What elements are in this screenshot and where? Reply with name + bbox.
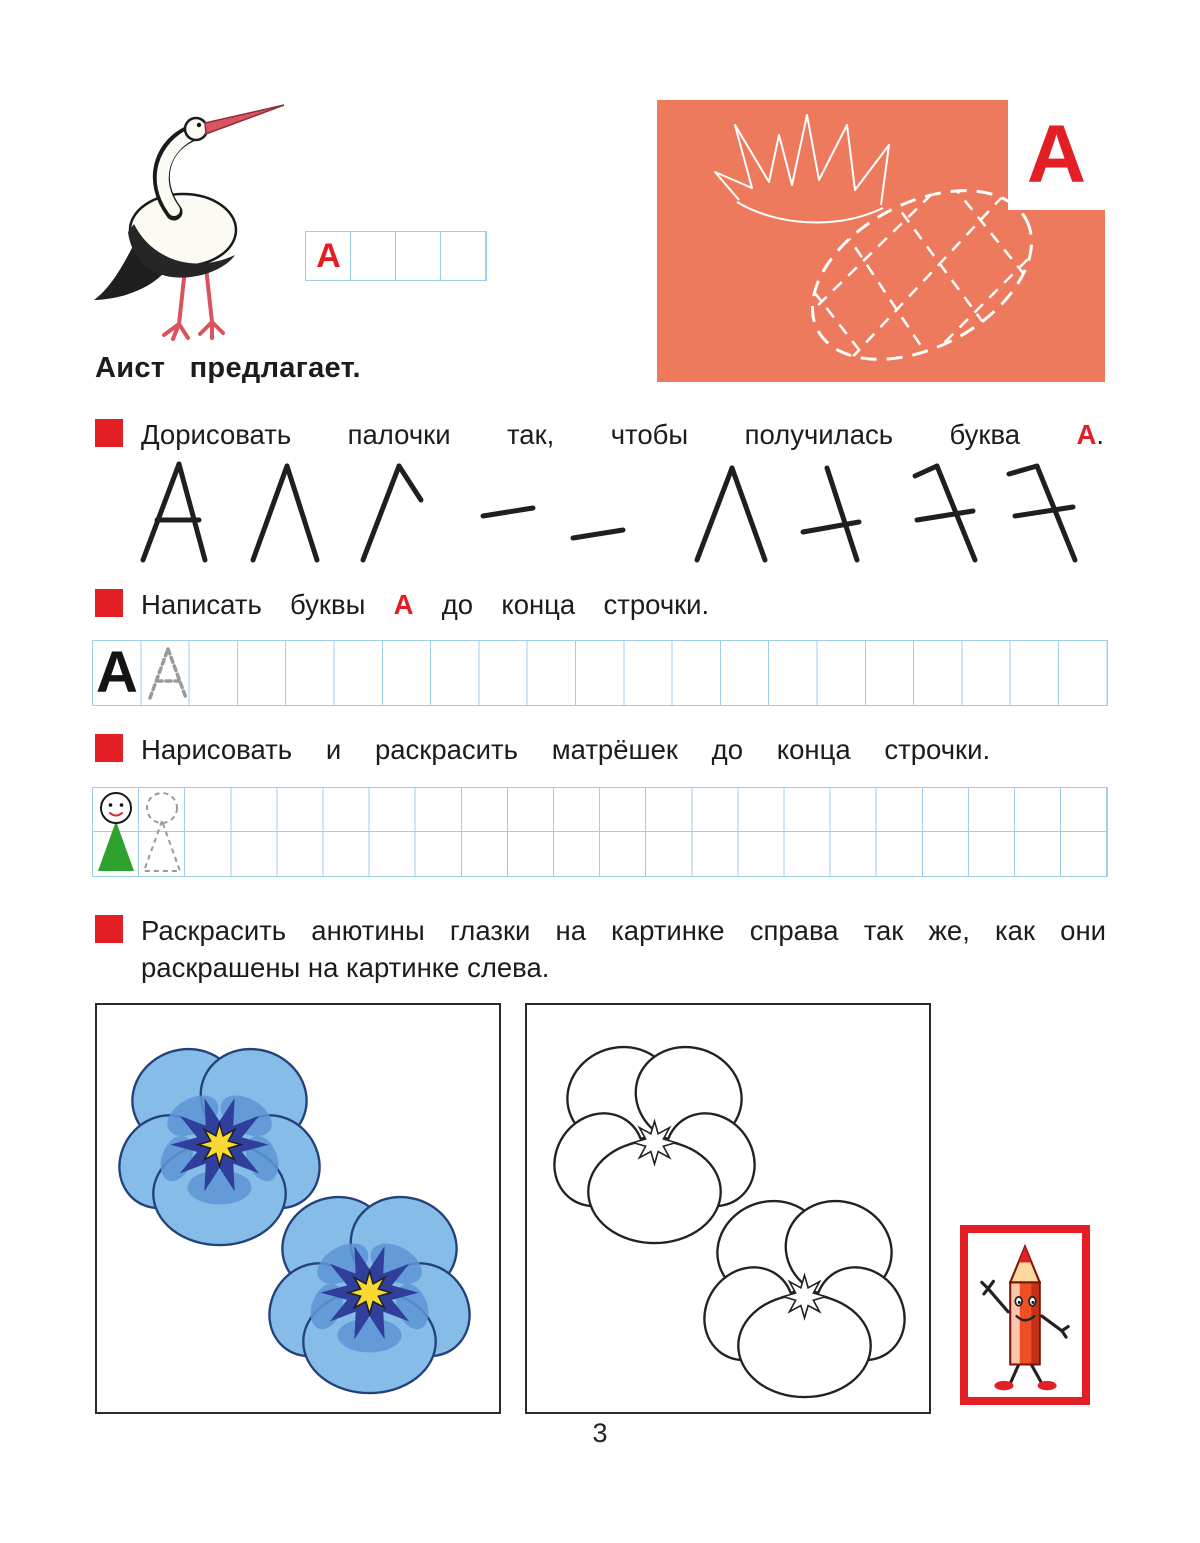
incomplete-letter-glyph bbox=[915, 466, 975, 560]
task-4 bbox=[95, 912, 1107, 986]
matryoshka-dashed-figure bbox=[140, 789, 184, 875]
sample-letter: А bbox=[96, 640, 138, 705]
task-3 bbox=[95, 731, 1107, 768]
task-2-letter: А bbox=[393, 589, 414, 620]
task-bullet bbox=[95, 915, 123, 943]
incomplete-letter-glyph bbox=[143, 464, 205, 560]
matryoshka-figure bbox=[94, 789, 138, 875]
writing-line-strip bbox=[92, 640, 1108, 706]
traced-letter-dashed bbox=[144, 644, 192, 702]
task-2-text: Написать буквы А до конца строчки. bbox=[141, 589, 710, 620]
page-number: 3 bbox=[592, 1418, 608, 1448]
incomplete-letter-glyph bbox=[363, 466, 421, 560]
pansy-flower-outline bbox=[687, 1177, 922, 1412]
task-1-letter: А bbox=[1076, 419, 1097, 450]
matryoshka-strip bbox=[92, 787, 1108, 877]
pencil-body-highlight bbox=[1011, 1283, 1019, 1363]
incomplete-letter-glyph bbox=[253, 466, 317, 560]
incomplete-letters-row bbox=[135, 458, 1105, 568]
letter-box bbox=[1008, 100, 1105, 210]
letter-cells-strip bbox=[305, 231, 487, 281]
pencil-mascot bbox=[970, 1236, 1080, 1394]
pineapple-crown bbox=[715, 115, 889, 222]
pencil-lead bbox=[1019, 1247, 1032, 1263]
stork-illustration bbox=[78, 92, 288, 352]
task-bullet bbox=[95, 419, 123, 447]
caption: Аист предлагает. bbox=[95, 352, 361, 384]
task-2 bbox=[95, 586, 1107, 623]
task-bullet bbox=[95, 734, 123, 762]
pansies-outline-box bbox=[525, 1003, 931, 1414]
cells-letter: А bbox=[316, 236, 341, 275]
stork-head bbox=[185, 118, 207, 140]
pencil-mascot-box bbox=[960, 1225, 1090, 1405]
task-bullet bbox=[95, 589, 123, 617]
pencil-shoe bbox=[994, 1381, 1013, 1390]
task-4-text: Раскрасить анютины глазки на картинке справа так же, как они раскрашены на картинке слева. bbox=[141, 915, 1106, 983]
incomplete-letter-glyph bbox=[573, 530, 623, 538]
pencil-body-shade bbox=[1031, 1283, 1038, 1363]
strip-midline bbox=[93, 831, 1107, 832]
incomplete-letter-glyph bbox=[803, 468, 859, 560]
incomplete-letter-glyph bbox=[483, 508, 533, 516]
task-1 bbox=[95, 416, 1107, 453]
pansies-colored-box bbox=[95, 1003, 501, 1414]
task-3-text: Нарисовать и раскрасить матрёшек до конца строчки. bbox=[141, 734, 991, 765]
task-1-text: Дорисовать палочки так, чтобы получилась буква А. bbox=[141, 419, 1104, 450]
pineapple-tracing-card bbox=[657, 100, 1105, 382]
stork-beak bbox=[205, 105, 284, 134]
card-letter: А bbox=[1026, 109, 1087, 200]
stork-eye bbox=[197, 123, 201, 127]
incomplete-letter-glyph bbox=[697, 468, 765, 560]
pencil-shoe bbox=[1038, 1381, 1057, 1390]
incomplete-letter-glyph bbox=[1009, 466, 1075, 560]
pansy-flower-colored bbox=[252, 1173, 487, 1408]
